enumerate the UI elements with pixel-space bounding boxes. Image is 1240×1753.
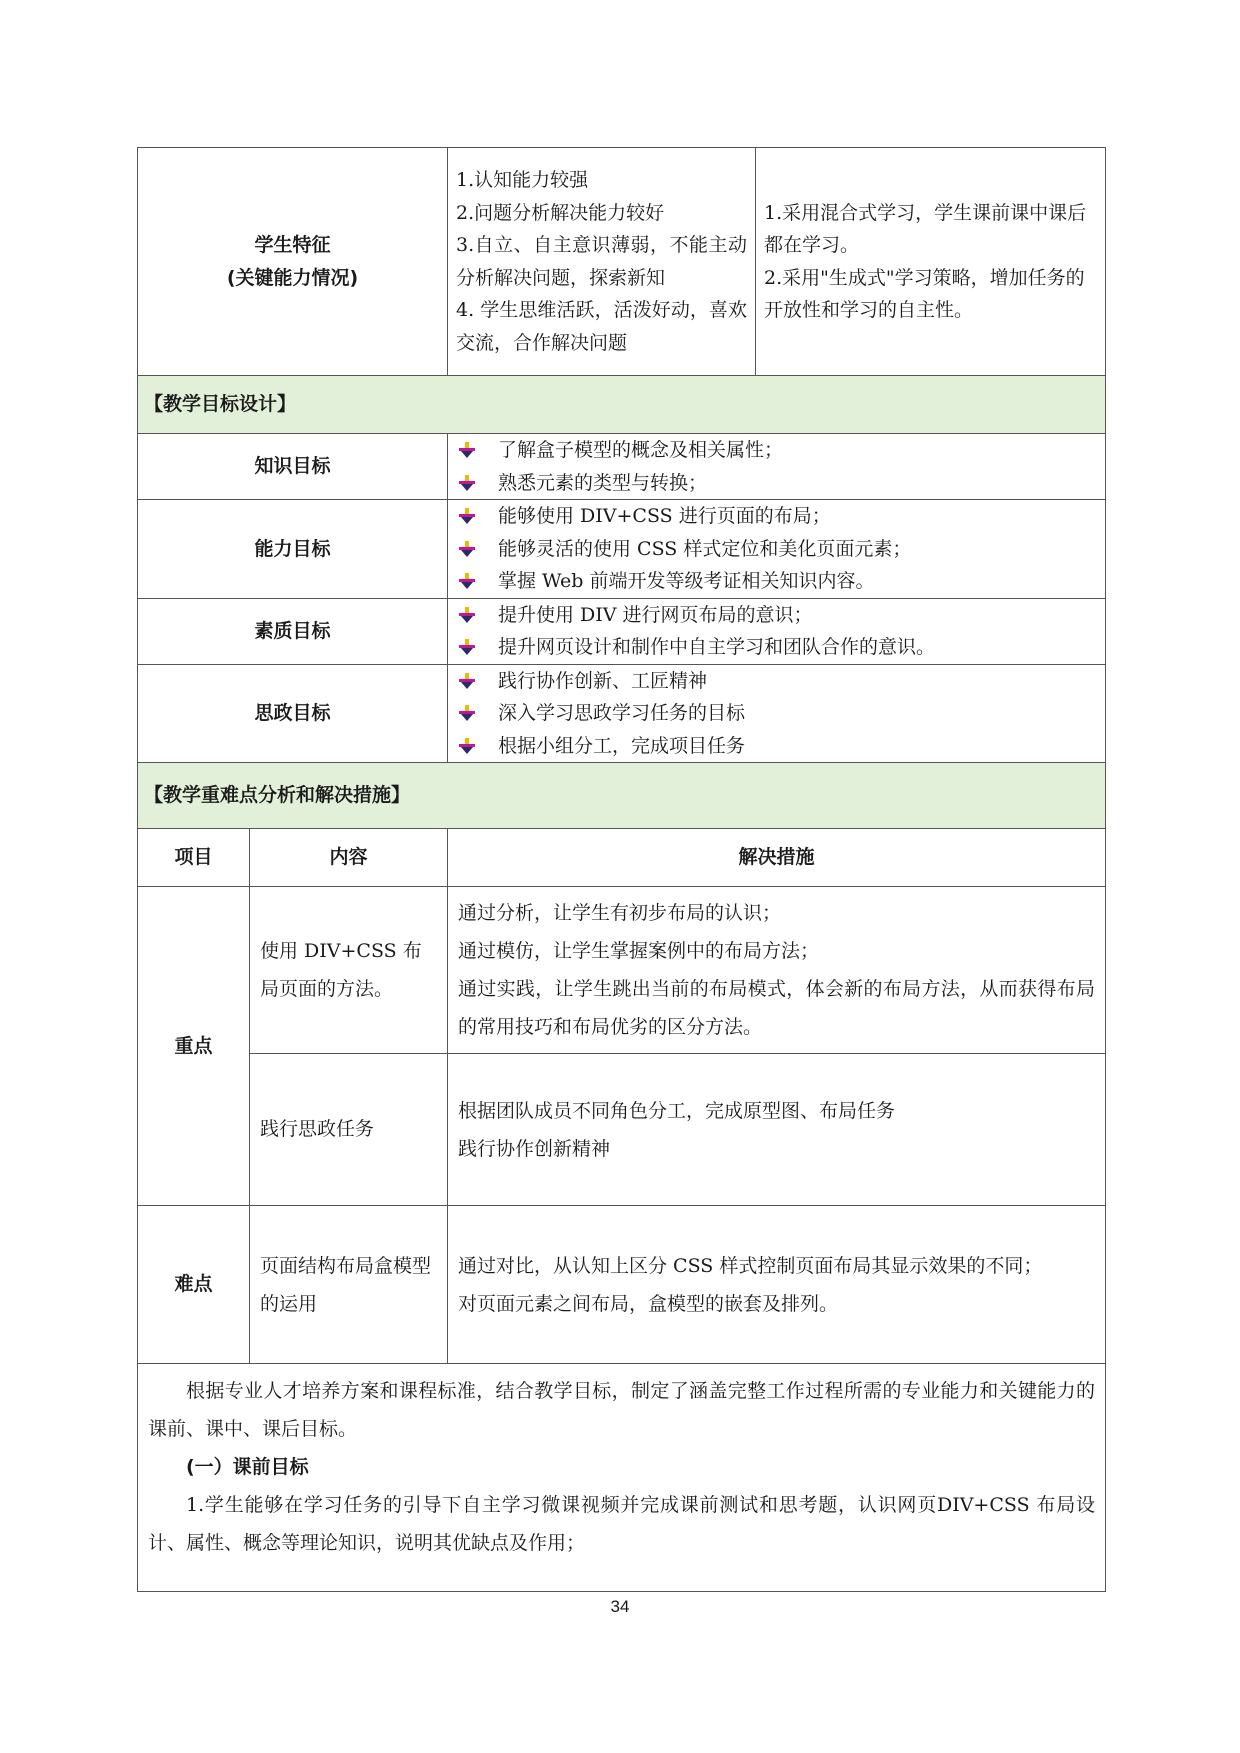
arrow-down-bullet-icon [458,572,476,590]
measure-line: 通过分析，让学生有初步布局的认识； [458,902,782,924]
header-item: 项目 [138,829,250,887]
key-points-label: 重点 [138,887,250,1206]
difficulty-header-row [138,763,1106,829]
section-title-objectives: 【教学目标设计】 [138,376,1106,434]
trait-item: 2.问题分析解决能力较好 [456,201,665,224]
objective-item [458,730,1105,763]
objective-item [458,500,1105,533]
objective-text: 了解盒子模型的概念及相关属性； [498,439,784,461]
measure-line: 根据团队成员不同角色分工，完成原型图、布局任务 [458,1099,896,1122]
arrow-down-bullet-icon [458,474,476,492]
trait-item: 4. 学生思维活跃，活泼好动，喜欢交流，合作解决问题 [456,299,747,354]
objective-row [138,434,1106,500]
difficult-point-row [138,1206,1106,1364]
measure-line: 对页面元素之间布局，盒模型的嵌套及排列。 [458,1292,839,1315]
section-title-difficulty: 【教学重难点分析和解决措施】 [138,763,1106,829]
arrow-down-bullet-icon [458,540,476,558]
objective-text: 践行协作创新、工匠精神 [498,669,708,692]
key-point-row [138,1054,1106,1206]
header-content: 内容 [250,829,448,887]
objective-item [458,467,1105,500]
objective-label: 素质目标 [138,598,448,664]
arrow-down-bullet-icon [458,672,476,690]
objective-row [138,664,1106,763]
pre-class-item: 1.学生能够在学习任务的引导下自主学习微课视频并完成课前测试和思考题，认识网页DIV+CSS 布局设计、属性、概念等理论知识，说明其优缺点及作用； [148,1494,1095,1554]
objective-text: 提升网页设计和制作中自主学习和团队合作的意识。 [498,636,936,658]
objective-text: 熟悉元素的类型与转换； [498,471,708,494]
objective-items-cell [448,500,1106,599]
measure-line: 践行协作创新精神 [458,1137,611,1160]
measure-line: 通过实践，让学生跳出当前的布局模式，体会新的布局方法，从而获得布局的常用技巧和布局优劣的区分方法。 [458,978,1095,1038]
objective-item [458,599,1105,632]
strategies-cell [756,148,1106,376]
lesson-plan-table [137,147,1106,1592]
key-point-content: 践行思政任务 [250,1054,448,1206]
objective-item [458,697,1105,730]
objective-items-cell [448,434,1106,500]
objective-label: 知识目标 [138,434,448,500]
measure-line: 通过模仿，让学生掌握案例中的布局方法； [458,940,820,962]
trait-item: 1.认知能力较强 [456,169,589,191]
objective-text: 深入学习思政学习任务的目标 [498,702,746,724]
objective-items-cell [448,598,1106,664]
difficult-content: 页面结构布局盒模型的运用 [250,1206,448,1364]
label-line1: 学生特征 [254,234,331,256]
key-point-measures [448,1054,1106,1206]
student-traits-cell [448,148,756,376]
arrow-down-bullet-icon [458,606,476,624]
student-features-row [138,148,1106,376]
objective-text: 能够灵活的使用 CSS 样式定位和美化页面元素； [498,537,912,560]
pre-class-subheading: (一）课前目标 [186,1456,309,1478]
difficult-label: 难点 [138,1206,250,1364]
objective-row [138,598,1106,664]
key-point-measures [448,887,1106,1054]
summary-row [138,1364,1106,1592]
difficult-measures [448,1206,1106,1364]
arrow-down-bullet-icon [458,638,476,656]
objective-text: 根据小组分工，完成项目任务 [498,734,746,757]
difficulty-column-headers [138,829,1106,887]
objective-item [458,665,1105,698]
objectives-header-row [138,376,1106,434]
objective-item [458,631,1105,664]
arrow-down-bullet-icon [458,507,476,525]
arrow-down-bullet-icon [458,704,476,722]
strategy-item: 2.采用"生成式"学习策略，增加任务的开放性和学习的自主性。 [764,266,1085,321]
summary-cell [138,1364,1106,1592]
student-features-label [138,148,448,376]
key-point-content: 使用 DIV+CSS 布局页面的方法。 [250,887,448,1054]
objective-text: 能够使用 DIV+CSS 进行页面的布局； [498,505,831,527]
header-measures: 解决措施 [448,829,1106,887]
arrow-down-bullet-icon [458,441,476,459]
objective-item [458,434,1105,467]
objective-item [458,533,1105,566]
page-number: 34 [610,1597,630,1616]
measure-line: 通过对比，从认知上区分 CSS 样式控制页面布局其显示效果的不同； [458,1254,1043,1277]
arrow-down-bullet-icon [458,737,476,755]
label-line2: (关键能力情况) [226,266,359,289]
objective-text: 提升使用 DIV 进行网页布局的意识； [498,603,813,626]
objective-label: 思政目标 [138,664,448,763]
objective-text: 掌握 Web 前端开发等级考证相关知识内容。 [498,570,875,592]
strategy-item: 1.采用混合式学习，学生课前课中课后都在学习。 [764,201,1087,256]
trait-item: 3.自立、自主意识薄弱，不能主动分析解决问题，探索新知 [456,234,747,289]
objective-item [458,565,1105,598]
objective-label: 能力目标 [138,500,448,599]
summary-paragraph: 根据专业人才培养方案和课程标准，结合教学目标，制定了涵盖完整工作过程所需的专业能力和关键能力的课前、课中、课后目标。 [148,1380,1095,1440]
objective-row [138,500,1106,599]
objective-items-cell [448,664,1106,763]
key-point-row [138,887,1106,1054]
